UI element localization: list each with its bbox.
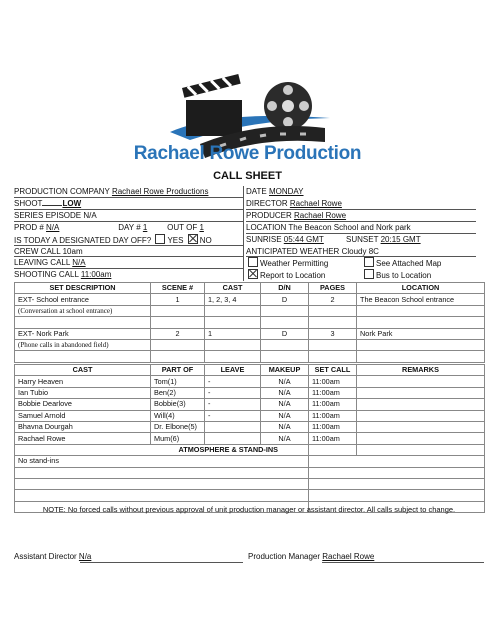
sun-row: SUNRISE 05:44 GMT SUNSET 20:15 GMT [246, 235, 421, 244]
table-row [15, 490, 485, 501]
col-cast: CAST [205, 283, 261, 294]
crew-call: CREW CALL 10am [14, 247, 83, 256]
table-row [15, 351, 485, 362]
location-row: LOCATION The Beacon School and Nork park [246, 223, 411, 232]
col-makeup: MAKEUP [261, 365, 309, 376]
weather-permitting-row: Weather Permitting [246, 257, 328, 268]
col-pages: PAGES [309, 283, 357, 294]
production-company-value: Rachael Rowe Productions [111, 187, 209, 196]
table-row: Harry Heaven Tom(1) - N/A 11:00am [15, 376, 485, 387]
table-row: EXT- School entrance 1 1, 2, 3, 4 D 2 The Beacon School entrance [15, 294, 485, 305]
scenes-table [14, 282, 485, 363]
col-cast-name: CAST [15, 365, 151, 376]
col-leave: LEAVE [205, 365, 261, 376]
yes-checkbox[interactable] [155, 234, 165, 244]
prod-day-row: PROD # N/A DAY # 1 OUT OF 1 [14, 223, 204, 232]
col-remarks: REMARKS [357, 365, 485, 376]
sheet-title: CALL SHEET [213, 170, 282, 182]
assistant-director-row: Assistant Director N/a [14, 552, 92, 561]
table-row: Ian Tubio Ben(2) - N/A 11:00am [15, 387, 485, 398]
table-row: (Conversation at school entrance) [15, 305, 485, 316]
table-row: Samuel Arnold Will(4) - N/A 11:00am [15, 410, 485, 421]
cast-table [14, 364, 485, 513]
col-scene: SCENE # [151, 283, 205, 294]
table-row [15, 467, 485, 478]
shooting-call-row: SHOOTING CALL 11:00am [14, 270, 112, 279]
production-company-row: PRODUCTION COMPANY Rachael Rowe Productions [14, 187, 209, 196]
producer-row: PRODUCER Rachael Rowe [246, 211, 347, 220]
table-row [15, 478, 485, 489]
col-location: LOCATION [357, 283, 485, 294]
scenes-header-row [15, 283, 485, 294]
weather-permitting-checkbox[interactable] [248, 257, 258, 267]
report-location-checkbox[interactable] [248, 269, 258, 279]
table-row [15, 317, 485, 328]
col-dn: D/N [261, 283, 309, 294]
production-manager-row: Production Manager Rachael Rowe [248, 552, 375, 561]
col-set-description: SET DESCRIPTION [15, 283, 151, 294]
series-episode-row: SERIES EPISODE N/A [14, 211, 97, 220]
bus-location-row: Bus to Location [362, 269, 431, 280]
day-off-row: IS TODAY A DESIGNATED DAY OFF? YES NO [14, 236, 212, 245]
table-row: No stand-ins [15, 456, 485, 467]
col-part-of: PART OF [151, 365, 205, 376]
see-map-checkbox[interactable] [364, 257, 374, 267]
bus-location-checkbox[interactable] [364, 269, 374, 279]
table-row: Bhavna Dourgah Dr. Elbone(5) N/A 11:00am [15, 421, 485, 432]
col-set-call: SET CALL [309, 365, 357, 376]
table-row: Rachael Rowe Mum(6) N/A 11:00am [15, 433, 485, 444]
table-row: EXT- Nork Park 2 1 D 3 Nork Park [15, 328, 485, 339]
report-location-row: Report to Location [246, 269, 325, 280]
cast-header-row [15, 365, 485, 376]
leaving-call-row: LEAVING CALL N/A [14, 258, 86, 267]
note-text: NOTE: No forced calls without previous approval of unit production manager or assistant director. All calls subject to change. [42, 505, 456, 514]
table-row: Bobbie Dearlove Bobbie(3) - N/A 11:00am [15, 399, 485, 410]
shoot-row: SHOOT LOW [14, 199, 82, 208]
table-row: (Phone calls in abandoned field) [15, 339, 485, 350]
date-row: DATE MONDAY [246, 187, 304, 196]
director-row: DIRECTOR Rachael Rowe [246, 199, 342, 208]
weather-row: ANTICIPATED WEATHER Cloudy 8C [246, 247, 379, 256]
atmosphere-header-row: ATMOSPHERE & STAND-INS [15, 444, 485, 455]
no-checkbox[interactable] [188, 234, 198, 244]
brand-title: Rachael Rowe Production [133, 143, 362, 164]
see-map-row: See Attached Map [362, 257, 441, 268]
